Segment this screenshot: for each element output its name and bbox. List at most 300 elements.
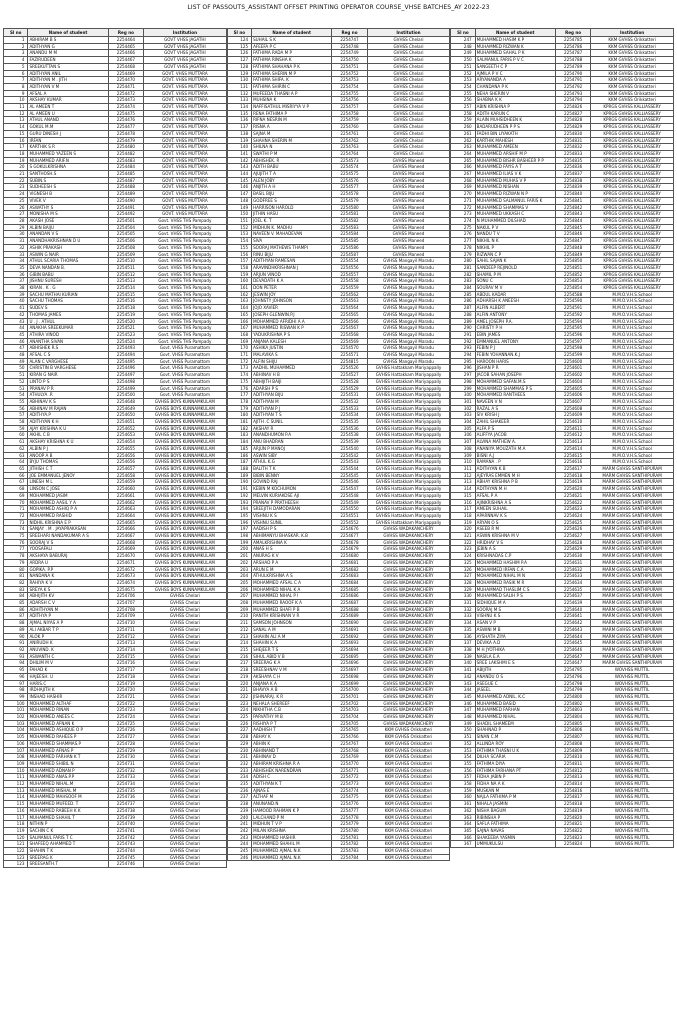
reg-no-cell: 2254674 (108, 579, 144, 586)
sl-no-cell: 213 (227, 633, 251, 640)
table-row (451, 419, 674, 426)
student-name-cell: SHEJEER T S (252, 646, 332, 653)
sl-no-cell: 128 (227, 63, 251, 70)
sl-no-cell: 41 (4, 305, 28, 312)
table-row (227, 499, 450, 506)
institution-cell: Govt. VHSS THS Pampady (144, 331, 226, 338)
institution-cell: KPRGS GVHSS KALLIASSERY (591, 197, 673, 204)
table-row (227, 110, 450, 117)
reg-no-cell: 2254552 (332, 519, 368, 526)
reg-no-cell: 2254812 (555, 767, 591, 774)
institution-cell: GVHSS Maneed (367, 244, 449, 251)
sl-no-cell: 285 (451, 291, 475, 298)
reg-no-cell: 2254568 (332, 331, 368, 338)
table-row (227, 519, 450, 526)
institution-cell: GVHSS Chelari (144, 700, 226, 707)
sl-no-cell: 206 (227, 586, 251, 593)
table-row (451, 137, 674, 144)
sl-no-cell: 119 (4, 827, 28, 834)
student-name-cell: MUHAMMED AFNAS P (28, 747, 108, 754)
reg-no-cell: 2254760 (332, 124, 368, 131)
table-row (4, 566, 227, 573)
student-name-cell: JITHISH C T (28, 466, 108, 473)
student-name-cell: ANANDHUMON P.A (252, 432, 332, 439)
sl-no-cell: 327 (451, 573, 475, 580)
reg-no-cell: 2254591 (555, 305, 591, 312)
student-name-cell: MUHAMMED SALMANUL FARIS K (475, 197, 555, 204)
reg-no-cell: 2254776 (332, 801, 368, 808)
student-name-cell: MONISHA M S (28, 211, 108, 218)
sl-no-cell: 241 (227, 821, 251, 828)
table-row (4, 365, 227, 372)
institution-cell: GVHSS Chelari (144, 854, 226, 861)
student-name-cell: NIKHIL N K (475, 238, 555, 245)
institution-cell: GVHSS WADAKANCHERY (367, 606, 449, 613)
student-name-cell: SIVA (252, 238, 332, 245)
table-row (4, 251, 227, 258)
student-name-cell: AL AMEEN U (28, 110, 108, 117)
table-row (227, 553, 450, 560)
table-row (227, 244, 450, 251)
table-row (451, 184, 674, 191)
student-name-cell: AMALKRISHNA K (252, 539, 332, 546)
reg-no-cell: 2254554 (332, 258, 368, 265)
student-name-cell: AADHISH T (252, 727, 332, 734)
reg-no-cell: 2254794 (555, 97, 591, 104)
institution-cell: Govt. VHSS Puramattom (144, 345, 226, 352)
table-row (451, 405, 674, 412)
reg-no-cell: 2254766 (332, 734, 368, 741)
institution-cell: GVHSS WADAKANCHERY (367, 667, 449, 674)
reg-no-cell: 2254817 (555, 794, 591, 801)
table-row (227, 291, 450, 298)
institution-cell: KPRGS GVHSS KALLIASSERY (591, 157, 673, 164)
table-row (4, 700, 227, 707)
table-row (451, 104, 674, 111)
sl-no-cell: 45 (4, 331, 28, 338)
table-row (4, 144, 227, 151)
table-row (227, 579, 450, 586)
reg-no-cell: 2254546 (332, 479, 368, 486)
student-name-cell: MOHAMMED AASIL Y A (28, 499, 108, 506)
sl-no-cell: 306 (451, 432, 475, 439)
institution-cell: GVHSS Mangayil Maradu (367, 291, 449, 298)
reg-no-cell: 2254476 (108, 117, 144, 124)
institution-cell: GVHSS Chelari (144, 861, 226, 868)
table-row (451, 506, 674, 513)
reg-no-cell: 2254755 (332, 90, 368, 97)
header-sl-no: Sl no (451, 29, 475, 37)
student-name-cell: ASEEB R M (475, 526, 555, 533)
student-name-cell: MUHAMMED RABEEH K K (28, 807, 108, 814)
reg-no-cell: 2254736 (108, 794, 144, 801)
table-row (227, 720, 450, 727)
table-row (4, 466, 227, 473)
table-row (451, 271, 674, 278)
sl-no-cell: 310 (451, 459, 475, 466)
table-row (4, 104, 227, 111)
reg-no-cell: 2254490 (108, 197, 144, 204)
sl-no-cell: 338 (451, 646, 475, 653)
sl-no-cell: 248 (451, 43, 475, 50)
sl-no-cell: 182 (227, 425, 251, 432)
student-name-cell: MOHAMMED ALTHAF (28, 700, 108, 707)
reg-no-cell: 2254792 (555, 83, 591, 90)
table-row (4, 338, 227, 345)
reg-no-cell: 2254562 (332, 291, 368, 298)
table-row (451, 727, 674, 734)
sl-no-cell: 25 (4, 197, 28, 204)
student-name-cell: ABIN KRISHNA P (475, 104, 555, 111)
sl-no-cell: 166 (227, 318, 251, 325)
table-row (451, 150, 674, 157)
reg-no-cell: 2254623 (555, 506, 591, 513)
reg-no-cell: 2254698 (332, 673, 368, 680)
student-name-cell: FATHIMA RADA M P (252, 50, 332, 57)
student-name-cell: AJMAL NIYAS A P (28, 620, 108, 627)
sl-no-cell: 144 (227, 171, 251, 178)
student-name-cell: SREERAG K A (252, 660, 332, 667)
sl-no-cell: 12 (4, 110, 28, 117)
reg-no-cell: 2254771 (332, 767, 368, 774)
student-name-cell: ADITHYA.P (28, 412, 108, 419)
table-row (4, 814, 227, 821)
table-row (227, 398, 450, 405)
student-name-cell: JISHAN P R (475, 365, 555, 372)
table-row (4, 43, 227, 50)
institution-cell: KKM GVHSS Orikkatteri (367, 848, 449, 855)
reg-no-cell: 2254758 (332, 110, 368, 117)
student-name-cell: AFSAL C S (28, 352, 108, 359)
student-name-cell: EBIN JAMES (475, 331, 555, 338)
student-name-cell: MOHAMMED ASHIQUE O P (28, 727, 108, 734)
table-row (4, 311, 227, 318)
reg-no-cell: 2254666 (108, 526, 144, 533)
student-name-cell: SUBIN.S (28, 177, 108, 184)
table-row (451, 144, 674, 151)
reg-no-cell: 2254513 (108, 278, 144, 285)
sl-no-cell: 57 (4, 412, 28, 419)
sl-no-cell: 37 (4, 278, 28, 285)
reg-no-cell: 2254532 (332, 398, 368, 405)
institution-cell: Govt. VHSS THS Pampady (144, 258, 226, 265)
table-row (227, 264, 450, 271)
table-row (227, 63, 450, 70)
reg-no-cell: 2254687 (332, 600, 368, 607)
student-name-cell: SHAKEEBA YASMIN (475, 834, 555, 841)
table-row (4, 398, 227, 405)
reg-no-cell: 2254584 (332, 231, 368, 238)
student-name-cell: SAJNA M (252, 130, 332, 137)
table-row (451, 278, 674, 285)
reg-no-cell: 2254521 (108, 325, 144, 332)
student-name-cell: AL AMEEN T (28, 104, 108, 111)
student-name-cell: ANU BHADRAN (252, 439, 332, 446)
student-name-cell: ADITHYAN G (28, 43, 108, 50)
table-row (451, 673, 674, 680)
sl-no-cell: 319 (451, 519, 475, 526)
reg-no-cell: 2254654 (108, 439, 144, 446)
student-name-cell: ALBIN P J (28, 445, 108, 452)
sl-no-cell: 322 (451, 539, 475, 546)
institution-cell: M.M.O.V.H.S.School (591, 338, 673, 345)
reg-no-cell: 2254469 (108, 70, 144, 77)
sl-no-cell: 353 (451, 747, 475, 754)
sl-no-cell: 145 (227, 177, 251, 184)
sl-no-cell: 223 (227, 700, 251, 707)
table-row (4, 714, 227, 721)
table-row (4, 278, 227, 285)
sl-no-cell: 185 (227, 445, 251, 452)
reg-no-cell: 2254505 (108, 231, 144, 238)
institution-cell: GOVT VHSS JAGATHI (144, 63, 226, 70)
student-name-cell: NEHALA SHEREEF (252, 700, 332, 707)
reg-no-cell: 2254706 (108, 593, 144, 600)
table-row (451, 573, 674, 580)
sl-no-cell: 324 (451, 553, 475, 560)
sl-no-cell: 68 (4, 486, 28, 493)
institution-cell: GVHSS Mangayil Maradu (367, 298, 449, 305)
institution-cell: GVHSS Maneed (367, 177, 449, 184)
institution-cell: MARM GVHSS SANTHIPURAM (591, 486, 673, 493)
reg-no-cell: 2254535 (332, 419, 368, 426)
student-name-cell: MOHAMMED RAHEES P (28, 734, 108, 741)
student-name-cell: ANOOP A B (28, 452, 108, 459)
student-name-cell: MOHAMMED SHAHIL M (252, 841, 332, 848)
reg-no-cell: 2254780 (332, 827, 368, 834)
sl-no-cell: 243 (227, 834, 251, 841)
reg-no-cell: 2254701 (332, 693, 368, 700)
student-name-cell: ADITHYAN K B (475, 466, 555, 473)
student-name-cell: ATHULKRISHNA A S (252, 573, 332, 580)
reg-no-cell: 2254665 (108, 519, 144, 526)
sl-no-cell: 227 (227, 727, 251, 734)
reg-no-cell: 2254617 (555, 466, 591, 473)
student-name-cell: MOHAMMED AFRIDHI A A (252, 318, 332, 325)
institution-cell: KPRGS GVHSS KALLIASSERY (591, 104, 673, 111)
sl-no-cell: 42 (4, 311, 28, 318)
table-row (4, 546, 227, 553)
table-row (451, 238, 674, 245)
student-name-cell: MUHAMMED UKKASH C (475, 211, 555, 218)
table-row (4, 579, 227, 586)
student-name-cell: NITHIN P (28, 821, 108, 828)
table-row (4, 499, 227, 506)
sl-no-cell: 312 (451, 472, 475, 479)
institution-cell: GOVT. VHSS MUTTARA (144, 124, 226, 131)
institution-cell: GVHSS Chelari (144, 794, 226, 801)
institution-cell: MARM GVHSS SANTHIPURAM (591, 579, 673, 586)
reg-no-cell: 2254596 (555, 331, 591, 338)
table-row (4, 331, 227, 338)
table-row (227, 432, 450, 439)
student-name-cell: SREESHNAV V M (252, 667, 332, 674)
sl-no-cell: 52 (4, 378, 28, 385)
institution-cell: WOVHSS MUTTIL (591, 700, 673, 707)
table-row (227, 425, 450, 432)
table-row (4, 707, 227, 714)
institution-cell: M.M.O.V.H.S.School (591, 452, 673, 459)
reg-no-cell: 2254466 (108, 50, 144, 57)
student-name-cell: MOHAMMED AFNAN K (28, 720, 108, 727)
reg-no-cell: 2254527 (332, 372, 368, 379)
sl-no-cell: 136 (227, 117, 251, 124)
student-name-cell: DEVADATH K A (252, 278, 332, 285)
sl-no-cell: 159 (227, 271, 251, 278)
institution-cell: GOVT. VHSS MUTTARA (144, 171, 226, 178)
table-row (451, 325, 674, 332)
reg-no-cell: 2254721 (108, 693, 144, 700)
sl-no-cell: 139 (227, 137, 251, 144)
institution-cell: GVHSS Chelari (367, 150, 449, 157)
institution-cell: GVHSS WADAKANCHERY (367, 707, 449, 714)
student-name-cell: ALLINDA ROY (475, 740, 555, 747)
student-name-cell: MUHAMMED RIZWAN N P (475, 191, 555, 198)
institution-cell: GVHSS Hattakkam Mariyappally (367, 486, 449, 493)
table-row (4, 680, 227, 687)
sl-no-cell: 264 (451, 150, 475, 157)
institution-cell: MARM GVHSS SANTHIPURAM (591, 466, 673, 473)
reg-no-cell: 2254468 (108, 63, 144, 70)
reg-no-cell: 2254670 (108, 553, 144, 560)
institution-cell: GVHSS Chelari (144, 600, 226, 607)
sl-no-cell: 334 (451, 620, 475, 627)
table-row (227, 452, 450, 459)
institution-cell: GVHSS Maneed (367, 184, 449, 191)
sl-no-cell: 252 (451, 70, 475, 77)
sl-no-cell: 265 (451, 157, 475, 164)
institution-cell: GVHSS Chelari (144, 640, 226, 647)
student-name-cell: MUHAMMED SALIH P S (475, 593, 555, 600)
reg-no-cell: 2254726 (108, 727, 144, 734)
reg-no-cell: 2254733 (108, 774, 144, 781)
student-name-cell: RISNA A (252, 124, 332, 131)
institution-cell: WOVHSS MUTTIL (591, 734, 673, 741)
reg-no-cell: 2254851 (555, 264, 591, 271)
institution-cell: GVHSS Chelari (144, 740, 226, 747)
institution-cell: GVHSS Chelari (144, 834, 226, 841)
institution-cell: M.M.O.V.H.S.School (591, 365, 673, 372)
sl-no-cell: 302 (451, 405, 475, 412)
institution-cell: KKM GVHSS Orikkatteri (367, 747, 449, 754)
student-name-cell: IRFAN (28, 137, 108, 144)
sl-no-cell: 191 (227, 486, 251, 493)
reg-no-cell: 2254559 (332, 285, 368, 292)
student-name-cell: NANDANA K (28, 573, 108, 580)
institution-cell: KKM GVHSS Orikkatteri (367, 774, 449, 781)
institution-cell: KPRGS GVHSS KALLIASSERY (591, 244, 673, 251)
table-row (451, 700, 674, 707)
reg-no-cell: 2254582 (332, 217, 368, 224)
institution-cell: KPRGS GVHSS KALLIASSERY (591, 224, 673, 231)
reg-no-cell: 2254595 (555, 325, 591, 332)
sl-no-cell: 89 (4, 626, 28, 633)
student-name-cell: ANANDU M M (28, 50, 108, 57)
student-name-cell: MUHAMMED MUFEED. T (28, 801, 108, 808)
reg-no-cell: 2254607 (555, 398, 591, 405)
reg-no-cell: 2254847 (555, 238, 591, 245)
reg-no-cell: 2254749 (332, 50, 368, 57)
reg-no-cell: 2254506 (108, 238, 144, 245)
sl-no-cell: 110 (4, 767, 28, 774)
sl-no-cell: 254 (451, 83, 475, 90)
student-name-cell: AJEYRAS EMMEN M H (475, 472, 555, 479)
table-row (4, 861, 227, 868)
institution-cell: GVHSS Chelari (367, 50, 449, 57)
sl-no-cell: 269 (451, 184, 475, 191)
institution-cell: GVHSS Hattakkam Mariyappally (367, 445, 449, 452)
student-name-cell: ALFA P S (475, 425, 555, 432)
institution-cell: GVHSS Hattakkam Mariyappally (367, 378, 449, 385)
institution-cell: MARM GVHSS SANTHIPURAM (591, 506, 673, 513)
table-row (451, 130, 674, 137)
reg-no-cell: 2254464 (108, 37, 144, 44)
table-row (451, 754, 674, 761)
institution-cell: M.M.O.V.H.S.School (591, 432, 673, 439)
reg-no-cell: 2254789 (555, 63, 591, 70)
sl-no-cell: 342 (451, 673, 475, 680)
student-name-cell: ADISH C (252, 774, 332, 781)
table-row (4, 600, 227, 607)
institution-cell: GVHSS Chelari (144, 714, 226, 721)
student-name-cell: RIZWAN C P (475, 251, 555, 258)
reg-no-cell: 2254844 (555, 217, 591, 224)
sl-no-cell: 16 (4, 137, 28, 144)
table-row (451, 720, 674, 727)
student-name-cell: ARSHAD P A (252, 559, 332, 566)
institution-cell: M.M.O.V.H.S.School (591, 345, 673, 352)
sl-no-cell: 9 (4, 90, 28, 97)
student-name-cell: SHAMIL P M (475, 271, 555, 278)
sl-no-cell: 130 (227, 77, 251, 84)
sl-no-cell: 298 (451, 378, 475, 385)
table-row (227, 734, 450, 741)
institution-cell: GVHSS Mangayil Maradu (367, 345, 449, 352)
institution-cell: Govt. VHSS THS Pampady (144, 338, 226, 345)
reg-no-cell: 2254508 (108, 244, 144, 251)
table-row (451, 217, 674, 224)
student-name-cell: ADITHYAN P J (252, 405, 332, 412)
institution-cell: Govt. VHSS THS Pampady (144, 298, 226, 305)
sl-no-cell: 282 (451, 271, 475, 278)
student-name-cell: MUHAMMED FAYIS A T (475, 164, 555, 171)
reg-no-cell: 2254658 (108, 472, 144, 479)
student-name-cell: KRISHNADAS C.P (475, 553, 555, 560)
reg-no-cell: 2254601 (555, 365, 591, 372)
table-row (4, 83, 227, 90)
sl-no-cell: 112 (4, 781, 28, 788)
sl-no-cell: 202 (227, 559, 251, 566)
student-name-cell: AKSHAYA C H (252, 673, 332, 680)
reg-no-cell: 2254737 (108, 801, 144, 808)
institution-cell: GVHSS BOYS KUNNAMKULAM (144, 526, 226, 533)
reg-no-cell: 2254798 (555, 680, 591, 687)
reg-no-cell: 2254493 (108, 345, 144, 352)
institution-cell: GOVT. VHSS MUTTARA (144, 157, 226, 164)
student-name-cell: SANAL A M (252, 626, 332, 633)
reg-no-cell: 2254684 (332, 579, 368, 586)
student-name-cell: DEVA NANDAN B. (28, 264, 108, 271)
reg-no-cell: 2254487 (108, 177, 144, 184)
table-row (451, 412, 674, 419)
sl-no-cell: 13 (4, 117, 28, 124)
student-name-cell: MUHAMMED NISHAN (475, 184, 555, 191)
table-row (4, 559, 227, 566)
reg-no-cell: 2254787 (555, 50, 591, 57)
sl-no-cell: 167 (227, 325, 251, 332)
student-name-cell: KIRAN . K . G (28, 285, 108, 292)
reg-no-cell: 2254711 (108, 626, 144, 633)
